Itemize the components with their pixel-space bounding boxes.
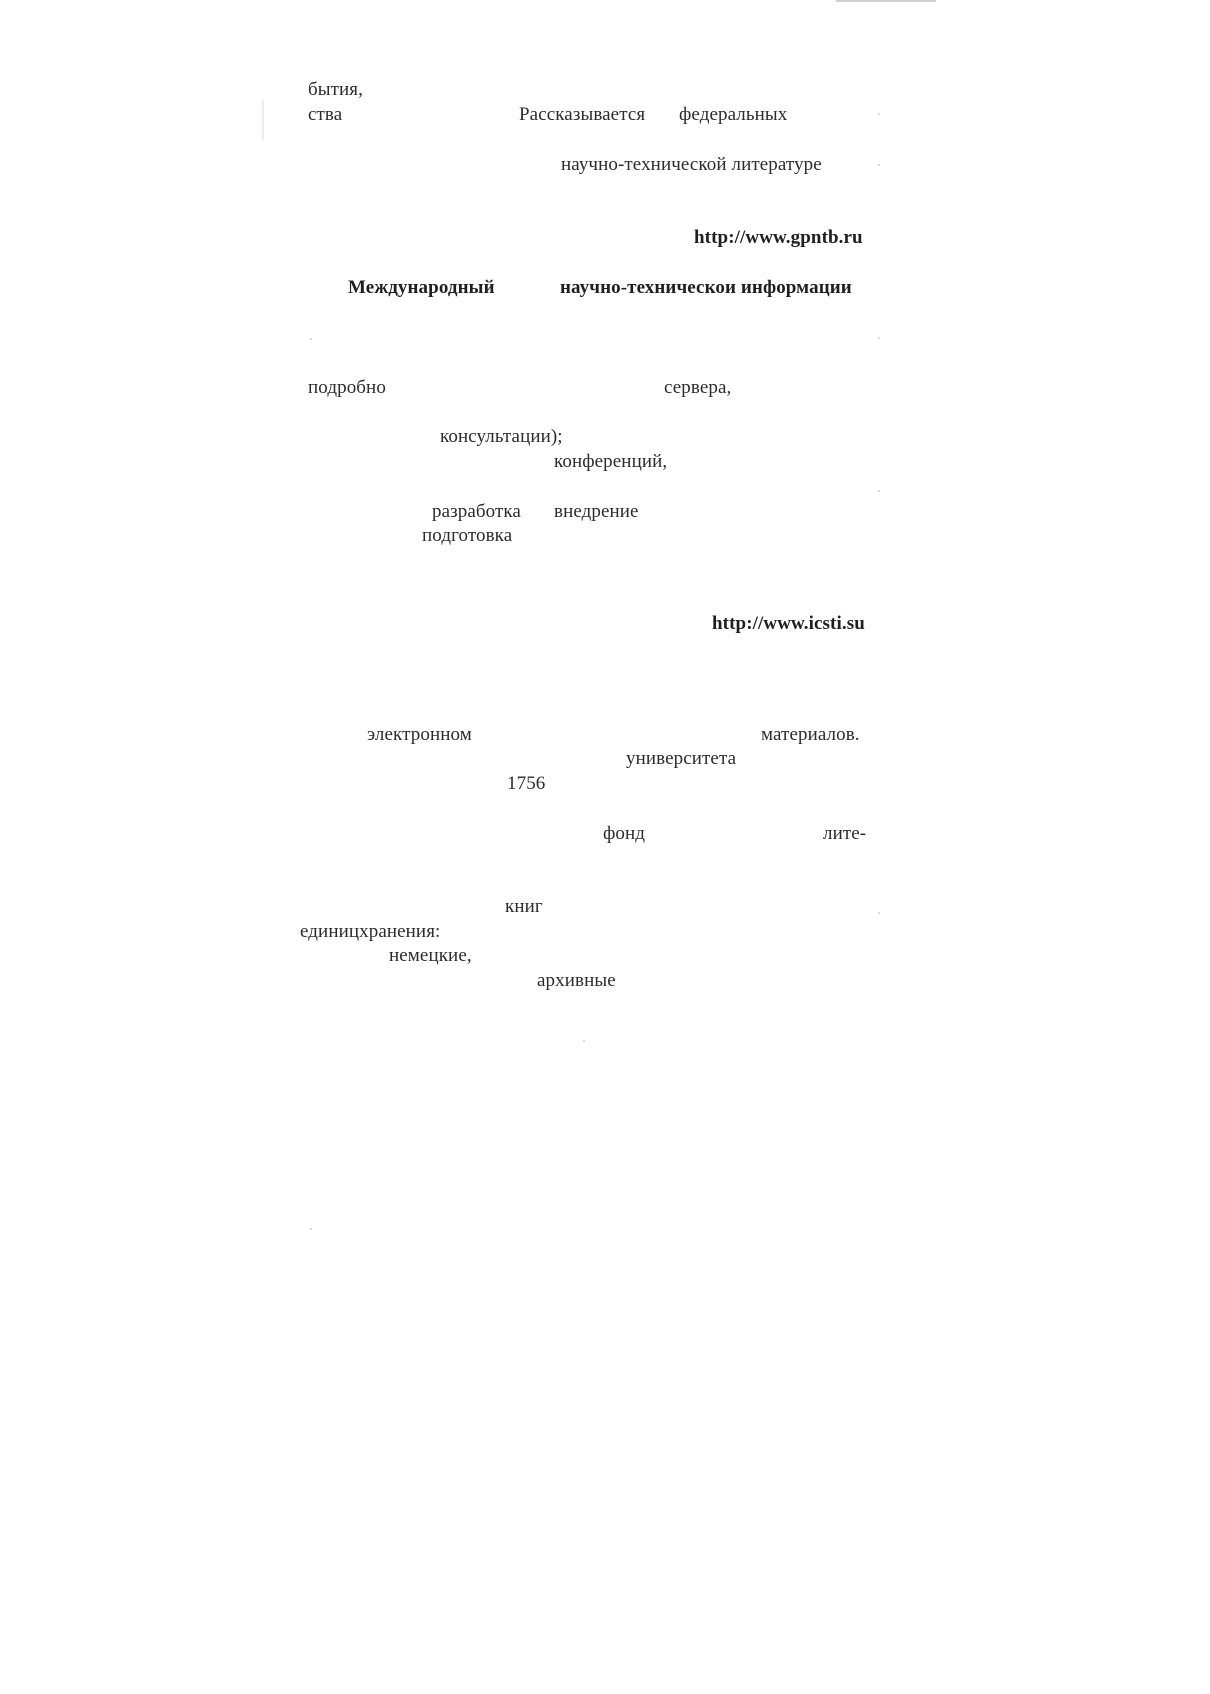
text-fragment: электронном — [367, 724, 472, 745]
scan-edge-shadow — [262, 100, 264, 140]
text-fragment: конференций, — [554, 451, 668, 472]
scan-speck — [878, 912, 880, 914]
text-fragment: бытия, — [308, 79, 363, 100]
text-fragment: подготовка — [422, 525, 513, 546]
text-fragment: сервера, — [664, 377, 732, 398]
scan-speck — [310, 1228, 312, 1230]
text-fragment: разработка — [432, 501, 521, 522]
scan-speck — [310, 338, 312, 340]
text-fragment: лите- — [823, 823, 867, 844]
scan-speck — [878, 490, 880, 492]
text-fragment: архивные — [537, 970, 616, 991]
text-fragment: подробно — [308, 377, 386, 398]
text-fragment: единицхранения: — [300, 921, 441, 942]
url-link: http://www.icsti.su — [712, 613, 865, 634]
text-fragment: книг — [505, 896, 543, 917]
scan-line-artifact — [836, 0, 936, 2]
scan-speck — [878, 113, 880, 115]
text-fragment: материалов. — [761, 724, 860, 745]
text-fragment: консультации); — [440, 426, 563, 447]
scan-speck — [878, 337, 880, 339]
url-link: http://www.gpntb.ru — [694, 227, 863, 248]
section-heading: научно-техническои информации — [560, 277, 852, 298]
text-fragment: федеральных — [679, 104, 788, 125]
text-fragment: немецкие, — [389, 945, 472, 966]
text-fragment: научно-технической литературе — [561, 154, 822, 175]
text-fragment: Рассказывается — [519, 104, 646, 125]
text-fragment: внедрение — [554, 501, 639, 522]
scan-speck — [583, 1040, 585, 1042]
text-fragment: университета — [626, 748, 737, 769]
text-fragment: ства — [308, 104, 343, 125]
scan-speck — [878, 164, 880, 166]
text-fragment: 1756 — [507, 773, 546, 794]
section-heading: Международный — [348, 277, 495, 298]
text-fragment: фонд — [603, 823, 646, 844]
